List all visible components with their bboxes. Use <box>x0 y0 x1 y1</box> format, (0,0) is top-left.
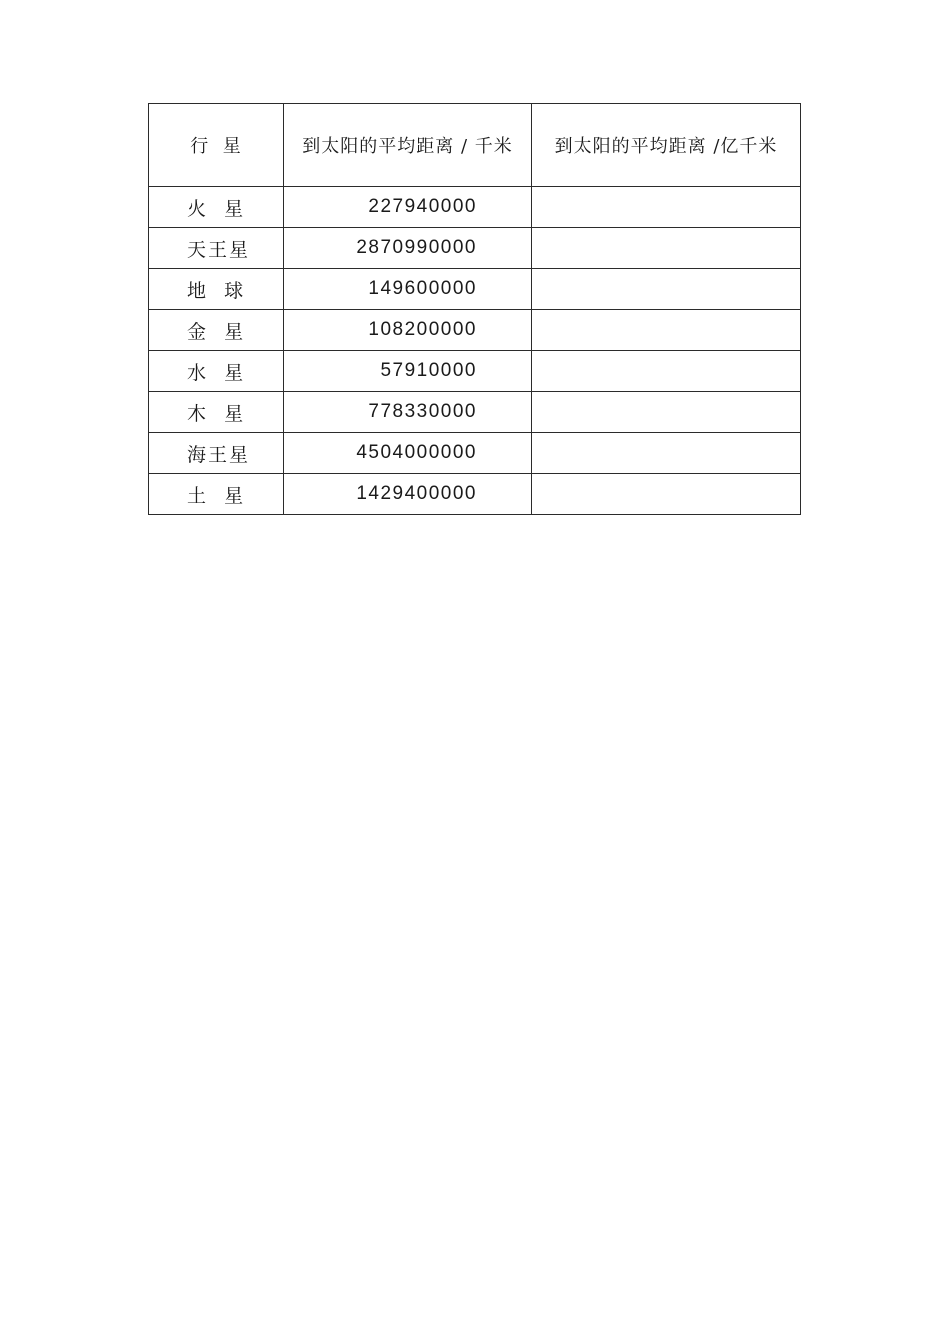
header-distance-yi-km: 到太阳的平均距离 /亿千米 <box>532 104 801 187</box>
planet-name-cell: 土 星 <box>149 474 284 515</box>
distance-km-cell: 227940000 <box>284 187 532 228</box>
table-row <box>149 228 801 269</box>
table-row <box>149 351 801 392</box>
planet-distance-table <box>148 103 801 515</box>
distance-km-cell: 4504000000 <box>284 433 532 474</box>
table-row <box>149 187 801 228</box>
planet-name-cell: 火 星 <box>149 187 284 228</box>
planet-name-cell: 天王星 <box>149 228 284 269</box>
table-row <box>149 433 801 474</box>
header-distance-km: 到太阳的平均距离 / 千米 <box>284 104 532 187</box>
table-header-row <box>149 104 801 187</box>
distance-km-cell: 149600000 <box>284 269 532 310</box>
distance-yi-km-cell[interactable] <box>532 392 801 433</box>
planet-name-cell: 木 星 <box>149 392 284 433</box>
distance-km-cell: 57910000 <box>284 351 532 392</box>
planet-name-cell: 海王星 <box>149 433 284 474</box>
distance-yi-km-cell[interactable] <box>532 310 801 351</box>
planet-name-cell: 水 星 <box>149 351 284 392</box>
distance-yi-km-cell[interactable] <box>532 351 801 392</box>
table-row <box>149 310 801 351</box>
distance-yi-km-cell[interactable] <box>532 269 801 310</box>
distance-yi-km-cell[interactable] <box>532 187 801 228</box>
distance-yi-km-cell[interactable] <box>532 474 801 515</box>
table-row <box>149 474 801 515</box>
distance-km-cell: 1429400000 <box>284 474 532 515</box>
distance-km-cell: 108200000 <box>284 310 532 351</box>
table-row <box>149 269 801 310</box>
planet-name-cell: 地 球 <box>149 269 284 310</box>
distance-km-cell: 2870990000 <box>284 228 532 269</box>
distance-yi-km-cell[interactable] <box>532 228 801 269</box>
header-planet: 行 星 <box>149 104 284 187</box>
distance-yi-km-cell[interactable] <box>532 433 801 474</box>
table-row <box>149 392 801 433</box>
planet-name-cell: 金 星 <box>149 310 284 351</box>
distance-km-cell: 778330000 <box>284 392 532 433</box>
